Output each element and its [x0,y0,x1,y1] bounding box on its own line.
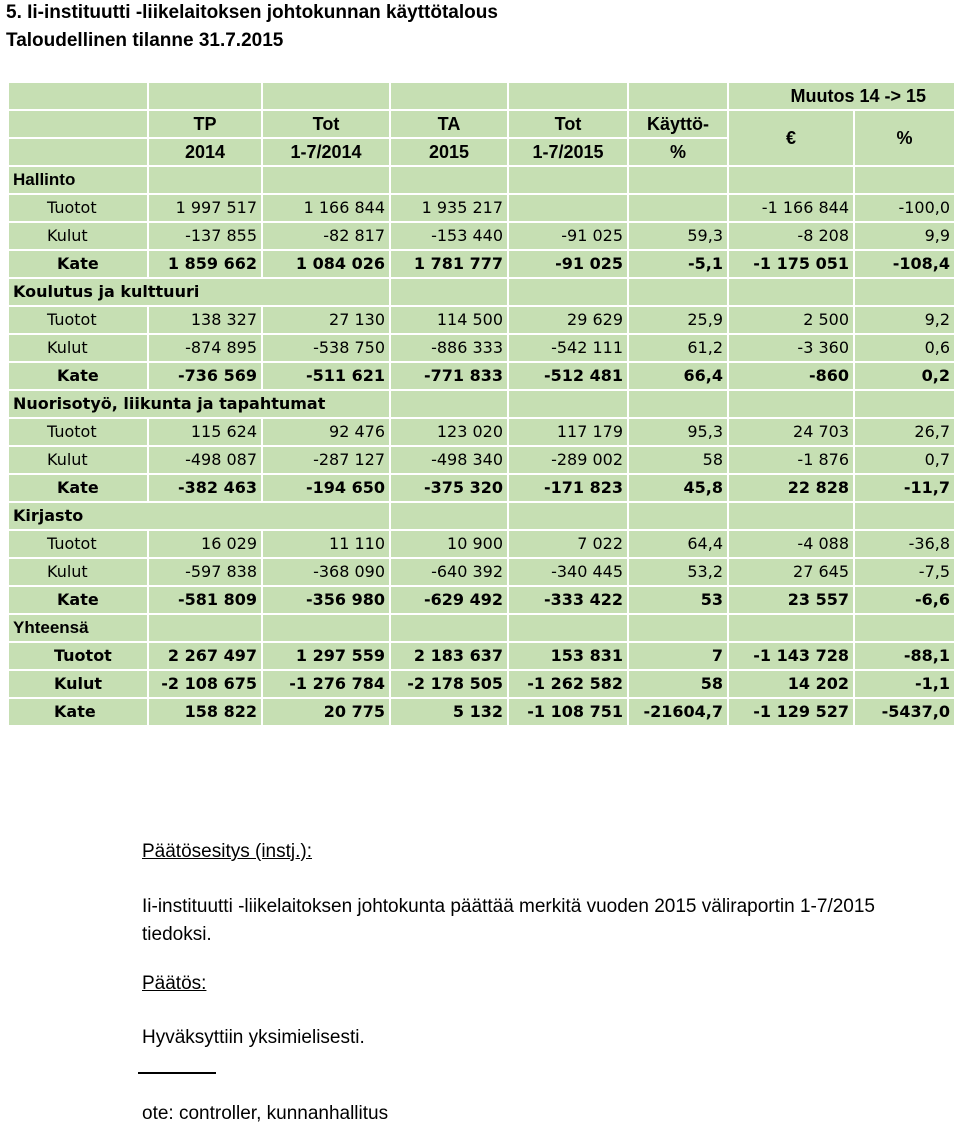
table-row [8,558,955,586]
cell-value: -3 360 [728,334,854,362]
cell-value: 45,8 [628,474,728,502]
cell-value: 23 557 [728,586,854,614]
cell-value: 1 935 217 [390,194,508,222]
cell-value: -1 108 751 [508,698,628,726]
cell-value: -736 569 [148,362,262,390]
cell-value: -2 178 505 [390,670,508,698]
group-header-row [8,390,955,418]
cell-value: -511 621 [262,362,390,390]
cell-value: -629 492 [390,586,508,614]
cell-value: -91 025 [508,250,628,278]
cell-value: 123 020 [390,418,508,446]
table-row [8,250,955,278]
cell-value: -512 481 [508,362,628,390]
cell-value: 1 297 559 [262,642,390,670]
cell-value: -1 129 527 [728,698,854,726]
decision-text: Hyväksyttiin yksimielisesti. [142,1027,365,1048]
cell-value: 66,4 [628,362,728,390]
cell-value: -542 111 [508,334,628,362]
cell-value: 16 029 [148,530,262,558]
table-row [8,418,955,446]
cell-value: -597 838 [148,558,262,586]
group-header-row [8,614,955,642]
cell-value [508,194,628,222]
cell-value: 14 202 [728,670,854,698]
cell-value: -6,6 [854,586,955,614]
cell-value: -82 817 [262,222,390,250]
group-header-row [8,166,955,194]
cell-value: -36,8 [854,530,955,558]
cell-value: -1 143 728 [728,642,854,670]
table-row [8,362,955,390]
cell-value: -88,1 [854,642,955,670]
header-euro: € [728,110,854,166]
row-label: Tuotot [8,418,148,446]
cell-value: -7,5 [854,558,955,586]
cell-value: 138 327 [148,306,262,334]
row-label: Kulut [8,670,148,698]
cell-value: -91 025 [508,222,628,250]
cell-value: 92 476 [262,418,390,446]
cell-value: 53 [628,586,728,614]
row-label: Kulut [8,558,148,586]
table-row [8,586,955,614]
cell-value: -4 088 [728,530,854,558]
cell-value: 61,2 [628,334,728,362]
cell-value: 117 179 [508,418,628,446]
cell-value: -581 809 [148,586,262,614]
row-label: Kulut [8,446,148,474]
cell-value: -5,1 [628,250,728,278]
table-row [8,698,955,726]
cell-value: -640 392 [390,558,508,586]
row-label: Kate [8,586,148,614]
cell-value: 58 [628,446,728,474]
cell-value: -8 208 [728,222,854,250]
group-name: Yhteensä [8,614,148,642]
cell-value: -1 276 784 [262,670,390,698]
header-tot-2015: Tot [508,110,628,138]
cell-value: 26,7 [854,418,955,446]
cell-value: -287 127 [262,446,390,474]
cell-value: -333 422 [508,586,628,614]
cell-value: 1 997 517 [148,194,262,222]
cell-value: -2 108 675 [148,670,262,698]
cell-value: -886 333 [390,334,508,362]
cell-value: -874 895 [148,334,262,362]
table-row [8,670,955,698]
row-label: Tuotot [8,642,148,670]
cell-value: -771 833 [390,362,508,390]
cell-value: -171 823 [508,474,628,502]
cell-value: -356 980 [262,586,390,614]
cell-value: 9,2 [854,306,955,334]
cell-value: -498 087 [148,446,262,474]
group-header-row [8,278,955,306]
group-header-row [8,502,955,530]
cell-value: 0,6 [854,334,955,362]
cell-value: 27 645 [728,558,854,586]
cell-value: -108,4 [854,250,955,278]
cell-value: -498 340 [390,446,508,474]
cell-value: 153 831 [508,642,628,670]
row-label: Kulut [8,222,148,250]
cell-value: -194 650 [262,474,390,502]
cell-value: -1,1 [854,670,955,698]
cell-value: 1 781 777 [390,250,508,278]
cell-value: -289 002 [508,446,628,474]
header-row-1 [8,82,955,110]
cell-value: -100,0 [854,194,955,222]
divider [138,1072,216,1074]
cell-value: -538 750 [262,334,390,362]
cell-value: 7 [628,642,728,670]
decision-label: Päätös: [142,973,207,994]
decision-proposal-label: Päätösesitys (instj.): [142,841,312,862]
header-tp: TP [148,110,262,138]
cell-value: 11 110 [262,530,390,558]
group-name: Hallinto [8,166,148,194]
cell-value: 95,3 [628,418,728,446]
cell-value: 27 130 [262,306,390,334]
row-label: Tuotot [8,530,148,558]
table-row [8,446,955,474]
table-row [8,334,955,362]
cell-value [628,194,728,222]
cell-value: 22 828 [728,474,854,502]
cell-value: 9,9 [854,222,955,250]
group-name: Koulutus ja kulttuuri [8,278,390,306]
page-title: 5. Ii-instituutti -liikelaitoksen johtokunnan käyttötalous [6,2,498,23]
cell-value: -137 855 [148,222,262,250]
group-name: Kirjasto [8,502,390,530]
footnote: ote: controller, kunnanhallitus [142,1103,389,1124]
header-ta: TA [390,110,508,138]
cell-value: -11,7 [854,474,955,502]
table-row [8,642,955,670]
cell-value: 1 166 844 [262,194,390,222]
cell-value: -1 262 582 [508,670,628,698]
header-tot-2014: Tot [262,110,390,138]
cell-value: -340 445 [508,558,628,586]
row-label: Tuotot [8,306,148,334]
header-tot-2014-period: 1-7/2014 [262,138,390,166]
header-ta-year: 2015 [390,138,508,166]
cell-value: -382 463 [148,474,262,502]
cell-value: -375 320 [390,474,508,502]
cell-value: 0,2 [854,362,955,390]
cell-value: -153 440 [390,222,508,250]
row-label: Kate [8,362,148,390]
table-row [8,474,955,502]
row-label: Kate [8,698,148,726]
page-subtitle: Taloudellinen tilanne 31.7.2015 [6,30,284,51]
cell-value: 29 629 [508,306,628,334]
cell-value: 59,3 [628,222,728,250]
cell-value: 114 500 [390,306,508,334]
header-kaytto-percent: % [628,138,728,166]
cell-value: 53,2 [628,558,728,586]
cell-value: 58 [628,670,728,698]
cell-value: 5 132 [390,698,508,726]
row-label: Kulut [8,334,148,362]
header-percent: % [854,110,955,166]
row-label: Kate [8,474,148,502]
table-row [8,306,955,334]
cell-value: -1 876 [728,446,854,474]
financial-table [7,81,956,727]
cell-value: -1 166 844 [728,194,854,222]
header-tp-year: 2014 [148,138,262,166]
cell-value: 64,4 [628,530,728,558]
cell-value: -5437,0 [854,698,955,726]
table-row [8,222,955,250]
row-label: Tuotot [8,194,148,222]
header-row-2 [8,110,955,138]
cell-value: -860 [728,362,854,390]
cell-value: 20 775 [262,698,390,726]
header-kaytto: Käyttö- [628,110,728,138]
cell-value: 10 900 [390,530,508,558]
cell-value: 115 624 [148,418,262,446]
cell-value: 25,9 [628,306,728,334]
cell-value: 7 022 [508,530,628,558]
cell-value: 0,7 [854,446,955,474]
cell-value: 2 500 [728,306,854,334]
header-muutos: Muutos 14 -> 15 [728,82,955,110]
cell-value: 24 703 [728,418,854,446]
row-label: Kate [8,250,148,278]
cell-value: 2 183 637 [390,642,508,670]
cell-value: -1 175 051 [728,250,854,278]
table-row [8,194,955,222]
cell-value: -21604,7 [628,698,728,726]
cell-value: -368 090 [262,558,390,586]
cell-value: 1 859 662 [148,250,262,278]
cell-value: 2 267 497 [148,642,262,670]
decision-proposal-text: Ii-instituutti -liikelaitoksen johtokunta päättää merkitä vuoden 2015 väliraportin 1-7/2015 tiedoksi. [142,896,875,945]
table-row [8,530,955,558]
cell-value: 1 084 026 [262,250,390,278]
header-tot-2015-period: 1-7/2015 [508,138,628,166]
cell-value: 158 822 [148,698,262,726]
group-name: Nuorisotyö, liikunta ja tapahtumat [8,390,390,418]
